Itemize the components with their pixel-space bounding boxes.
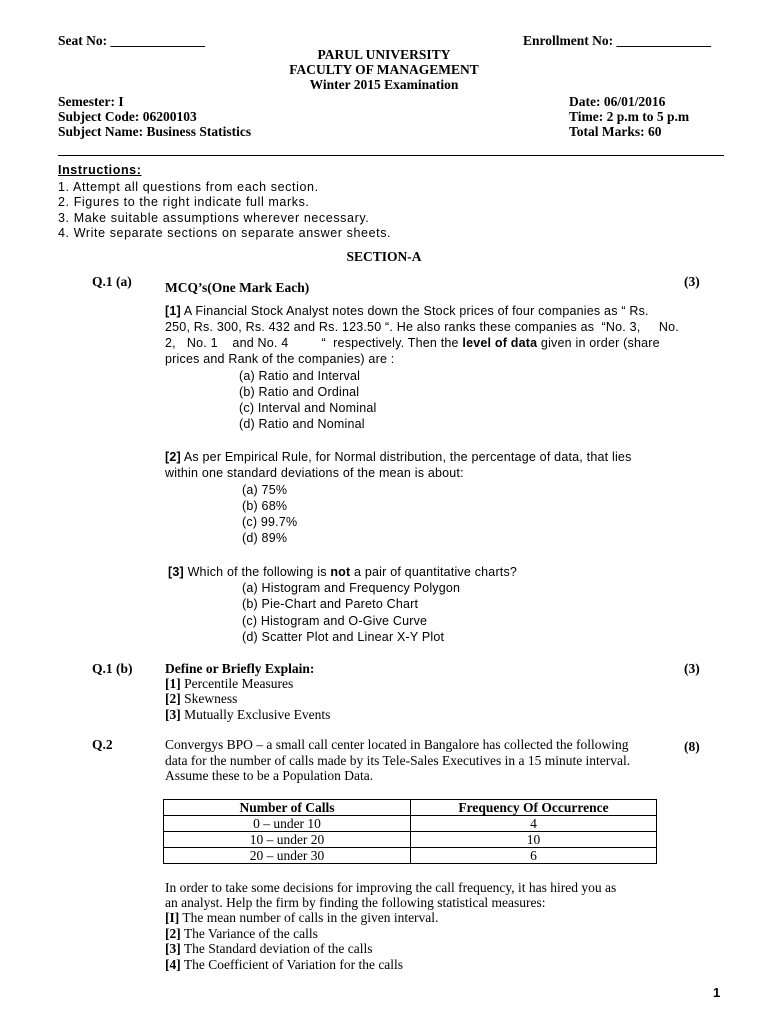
mcq-3-number: [3] <box>168 565 184 579</box>
semester: Semester: I <box>58 94 124 109</box>
table-header-cell: Frequency Of Occurrence <box>411 800 657 816</box>
mcq-3-option: (a) Histogram and Frequency Polygon <box>242 581 461 595</box>
q2-item: [3] The Standard deviation of the calls <box>165 941 373 956</box>
q1a-marks: (3) <box>684 274 700 289</box>
mcq-1-number: [1] <box>165 304 181 318</box>
mcq-1-bold-phrase: level of data <box>462 336 538 350</box>
mcq-1-option: (d) Ratio and Nominal <box>239 417 365 431</box>
q1b-item: [2] Skewness <box>165 691 238 706</box>
section-title: SECTION-A <box>346 249 422 264</box>
exam-name: Winter 2015 Examination <box>309 77 459 92</box>
instruction-item: 1. Attempt all questions from each section. <box>58 180 319 194</box>
q1b-item: [3] Mutually Exclusive Events <box>165 707 331 722</box>
q2-intro-line: Convergys BPO – a small call center located in Bangalore has collected the following <box>165 737 629 752</box>
mcq-1-option: (c) Interval and Nominal <box>239 401 377 415</box>
subject-name: Subject Name: Business Statistics <box>58 124 252 139</box>
q2-item: [2] The Variance of the calls <box>165 926 318 941</box>
mcq-2-number: [2] <box>165 450 181 464</box>
exam-time: Time: 2 p.m to 5 p.m <box>569 109 690 124</box>
exam-date: Date: 06/01/2016 <box>569 94 666 109</box>
mcq-1-line: [1] A Financial Stock Analyst notes down the Stock prices of four companies as “ Rs. <box>165 304 649 318</box>
q1a-label: Q.1 (a) <box>92 274 132 289</box>
mcq-1-line: 250, Rs. 300, Rs. 432 and Rs. 123.50 “. He also ranks these companies as “No. 3, No. <box>165 320 679 334</box>
table-cell: 4 <box>411 816 657 832</box>
mcq-2-option: (a) 75% <box>242 483 288 497</box>
mcq-2-option: (d) 89% <box>242 531 288 545</box>
mcq-3-option: (d) Scatter Plot and Linear X-Y Plot <box>242 630 445 644</box>
table-header-cell: Number of Calls <box>164 800 411 816</box>
table-row <box>164 832 657 848</box>
mcq-1-line: prices and Rank of the companies) are : <box>165 352 395 366</box>
university-name: PARUL UNIVERSITY <box>317 47 451 62</box>
instruction-item: 3. Make suitable assumptions wherever necessary. <box>58 211 370 225</box>
header-divider <box>58 155 724 156</box>
q2-outro-line: In order to take some decisions for improving the call frequency, it has hired you as <box>165 880 617 895</box>
q2-outro-line: an analyst. Help the firm by finding the following statistical measures: <box>165 895 546 910</box>
table-cell: 20 – under 30 <box>164 848 411 864</box>
frequency-table <box>163 799 657 864</box>
q2-item: [I] The mean number of calls in the given interval. <box>165 910 439 925</box>
table-header-row <box>164 800 657 816</box>
table-cell: 6 <box>411 848 657 864</box>
q2-item: [4] The Coefficient of Variation for the calls <box>165 957 404 972</box>
table-row <box>164 848 657 864</box>
q1b-heading: Define or Briefly Explain: <box>165 661 315 676</box>
mcq-2-option: (c) 99.7% <box>242 515 298 529</box>
mcq-1-option: (a) Ratio and Interval <box>239 369 361 383</box>
q1a-heading: MCQ’s(One Mark Each) <box>165 280 310 295</box>
seat-no: Seat No: ______________ <box>58 33 205 48</box>
mcq-2-option: (b) 68% <box>242 499 288 513</box>
page-number: 1 <box>713 985 721 1000</box>
mcq-1-line: 2, No. 1 and No. 4 “ respectively. Then the level of data given in order (share <box>165 336 660 350</box>
q1b-marks: (3) <box>684 661 700 676</box>
enrollment-no: Enrollment No: ______________ <box>523 33 711 48</box>
table-cell: 10 <box>411 832 657 848</box>
q1b-label: Q.1 (b) <box>92 661 133 676</box>
mcq-2-line: within one standard deviations of the mean is about: <box>165 466 464 480</box>
mcq-3-line: [3] Which of the following is not a pair of quantitative charts? <box>168 565 518 579</box>
q2-label: Q.2 <box>92 737 113 752</box>
table-row <box>164 816 657 832</box>
q2-intro-line: data for the number of calls made by its Tele-Sales Executives in a 15 minute interval. <box>165 753 631 768</box>
mcq-3-bold-word: not <box>330 565 351 579</box>
table-cell: 0 – under 10 <box>164 816 411 832</box>
faculty-name: FACULTY OF MANAGEMENT <box>289 62 479 77</box>
table-cell: 10 – under 20 <box>164 832 411 848</box>
q1b-item: [1] Percentile Measures <box>165 676 294 691</box>
q2-intro-line: Assume these to be a Population Data. <box>165 768 374 783</box>
total-marks: Total Marks: 60 <box>569 124 662 139</box>
mcq-1-option: (b) Ratio and Ordinal <box>239 385 360 399</box>
instruction-item: 2. Figures to the right indicate full marks. <box>58 195 310 209</box>
subject-code: Subject Code: 06200103 <box>58 109 197 124</box>
mcq-2-line: [2] As per Empirical Rule, for Normal distribution, the percentage of data, that lies <box>165 450 632 464</box>
instructions-title: Instructions: <box>58 163 142 177</box>
q2-marks: (8) <box>684 739 700 754</box>
mcq-3-option: (b) Pie-Chart and Pareto Chart <box>242 597 419 611</box>
instruction-item: 4. Write separate sections on separate answer sheets. <box>58 226 392 240</box>
mcq-3-option: (c) Histogram and O-Give Curve <box>242 614 428 628</box>
